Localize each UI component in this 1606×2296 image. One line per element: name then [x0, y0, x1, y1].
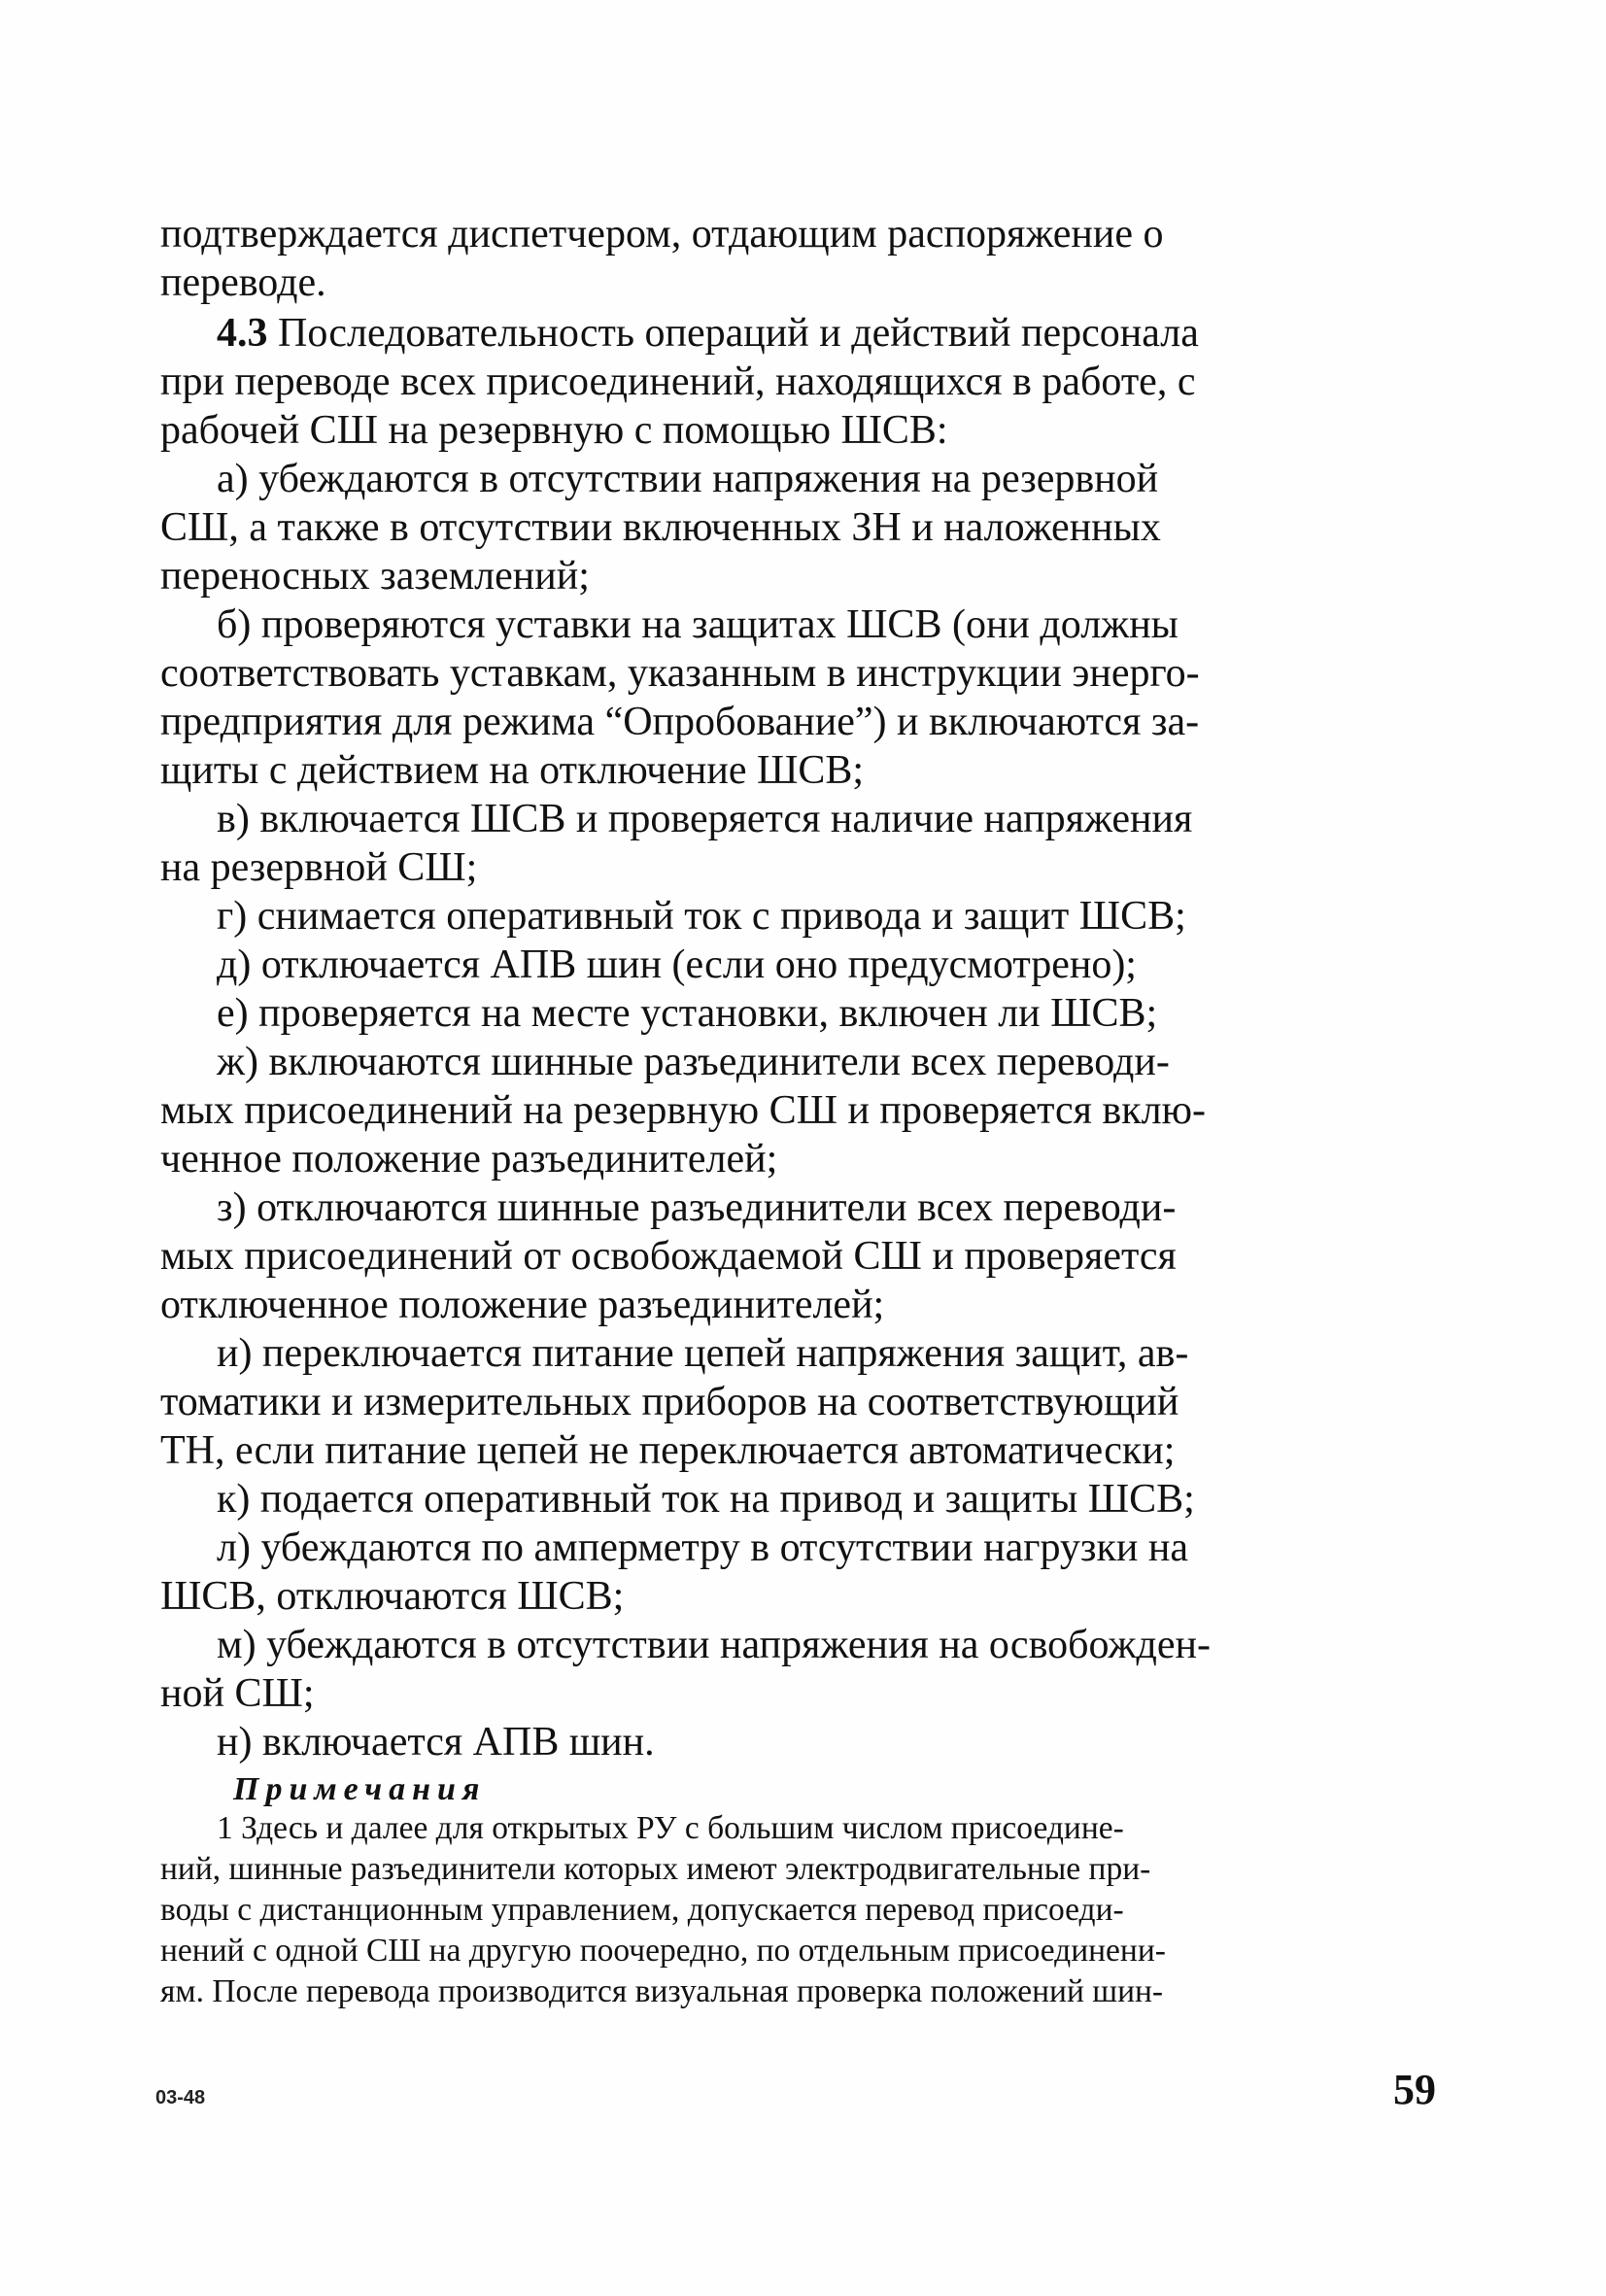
list-item-z: з) отключаются шинные разъединители всех переводи- — [217, 1185, 1177, 1230]
list-item-g: г) снимается оперативный ток с привода и защит ШСВ; — [217, 894, 1186, 939]
list-item-k: к) подается оперативный ток на привод и защиты ШСВ; — [217, 1477, 1195, 1522]
body-line: ной СШ; — [160, 1671, 315, 1716]
section-heading-line — [217, 309, 1199, 358]
body-line: переносных заземлений; — [160, 554, 590, 599]
body-line: при переводе всех присоединений, находящихся в работе, с — [160, 360, 1196, 404]
body-line: ШСВ, отключаются ШСВ; — [160, 1574, 625, 1619]
note-line: нений с одной СШ на другую поочередно, по отдельным присоединени- — [160, 1933, 1166, 1969]
list-item-a: а) убеждаются в отсутствии напряжения на резервной — [217, 457, 1159, 501]
body-line: щиты с действием на отключение ШСВ; — [160, 748, 865, 793]
list-item-i: и) переключается питание цепей напряжения защит, ав- — [217, 1331, 1189, 1376]
body-line: мых присоединений от освобождаемой СШ и проверяется — [160, 1234, 1177, 1279]
list-item-b: б) проверяются уставки на защитах ШСВ (они должны — [217, 602, 1179, 647]
body-line: подтверждается диспетчером, отдающим распоряжение о — [160, 212, 1164, 257]
body-line: рабочей СШ на резервную с помощью ШСВ: — [160, 408, 948, 453]
note-line: воды с дистанционным управлением, допускается перевод присоеди- — [160, 1892, 1124, 1928]
footer-code: 03-48 — [155, 2087, 206, 2108]
section-number: 4.3 — [217, 311, 268, 356]
note-line: ям. После перевода производится визуальная проверка положений шин- — [160, 1973, 1164, 2009]
list-item-v: в) включается ШСВ и проверяется наличие напряжения — [217, 797, 1193, 841]
section-title: Последовательность операций и действий персонала — [267, 311, 1199, 356]
body-line: отключенное положение разъединителей; — [160, 1283, 885, 1327]
body-line: переводе. — [160, 260, 326, 305]
list-item-d: д) отключается АПВ шин (если оно предусмотрено); — [217, 942, 1137, 987]
body-line: ченное положение разъединителей; — [160, 1137, 778, 1182]
page-number: 59 — [1393, 2066, 1436, 2113]
body-line: предприятия для режима “Опробование”) и включаются за- — [160, 700, 1200, 744]
list-item-l: л) убеждаются по амперметру в отсутствии нагрузки на — [217, 1525, 1189, 1570]
note-line: 1 Здесь и далее для открытых РУ с большим числом присоедине- — [217, 1810, 1124, 1846]
body-line: на резервной СШ; — [160, 845, 478, 890]
list-item-zh: ж) включаются шинные разъединители всех переводи- — [217, 1040, 1170, 1084]
body-line: мых присоединений на резервную СШ и проверяется вклю- — [160, 1088, 1206, 1133]
body-line: ТН, если питание цепей не переключается автоматически; — [160, 1428, 1176, 1473]
note-line: ний, шинные разъединители которых имеют электродвигательные при- — [160, 1851, 1151, 1887]
body-line: томатики и измерительных приборов на соответствующий — [160, 1380, 1179, 1424]
list-item-n: н) включается АПВ шин. — [217, 1720, 655, 1765]
list-item-e: е) проверяется на месте установки, включен ли ШСВ; — [217, 991, 1158, 1036]
body-line: СШ, а также в отсутствии включенных ЗН и наложенных — [160, 505, 1161, 550]
notes-heading: Примечания — [233, 1771, 487, 1807]
body-line: соответствовать уставкам, указанным в инструкции энерго- — [160, 651, 1200, 696]
list-item-m: м) убеждаются в отсутствии напряжения на освобожден- — [217, 1623, 1211, 1667]
